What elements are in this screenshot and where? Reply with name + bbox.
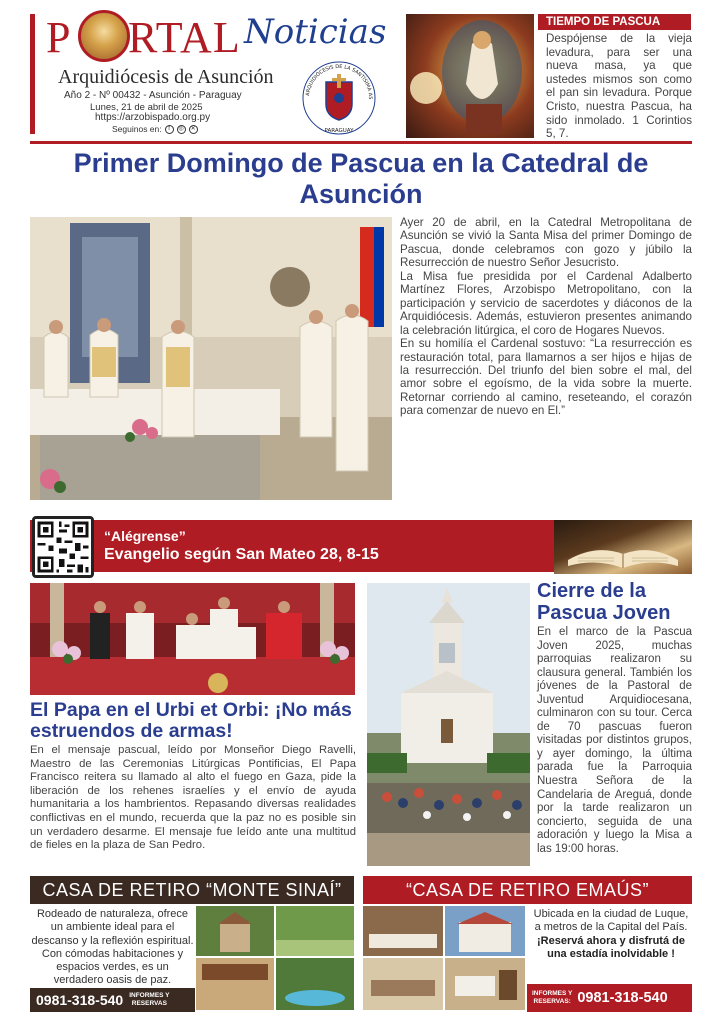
pascua-box-title: TIEMPO DE PASCUA — [538, 14, 691, 30]
monte-sinai-phone[interactable]: 0981-318-540 — [36, 992, 124, 1008]
emaus-phone-bar[interactable] — [527, 984, 692, 1012]
logo-noticias-script: Noticias — [244, 12, 387, 52]
logo-letter-p: P — [46, 13, 72, 62]
info-line-2: RESERVAS: — [533, 998, 571, 1005]
cathedral-mass-photo — [30, 217, 392, 500]
social-follow — [112, 124, 198, 134]
pope-article-body: En el mensaje pascual, leído por Monseñor Diego Ravelli, Maestro de las Ceremonias Litúrgicas Pontificias, El Papa Francisco reitera su llamado al alto el fuego en Gaza, pide la liberación de los rehenes israelíes y el envío de ayuda humanitaria a los hambrientos. Repasando diversas realidades conflictivas en el mundo, recuerda que la paz no es posible sin un verdadero desarme. El mensaje fue leído ante una multitud de fieles en la plaza de San Pedro. — [30, 744, 356, 852]
issue-date: Lunes, 21 de abril de 2025 — [90, 102, 203, 113]
main-article-paragraph-2: La Misa fue presidida por el Cardenal Adalberto Martínez Flores, Arzobispo Metropolitano, con la participación y servicio de sacerdotes y diáconos de la Arquidiócesis. Además, estuvieron presentes animando la celebración litúrgica, el coro de Hogares Nuevos. — [400, 269, 692, 337]
risen-christ-image — [406, 14, 534, 138]
issue-line: Año 2 - Nº 00432 - Asunción - Paraguay — [64, 90, 242, 101]
seal-bottom-text: PARAGUAY — [324, 128, 354, 134]
info-line-2: RESERVAS — [131, 1000, 167, 1007]
aregua-church-photo — [367, 583, 530, 866]
emaus-ad-text — [530, 908, 692, 961]
archdiocese-name: Arquidiócesis de Asunción — [58, 66, 274, 88]
main-article-paragraph-3: En su homilía el Cardenal sostuvo: “La resurrección es restauración total, para llamarnos a ser hijos e hijas de la resurrección. Del triunfo del bien sobre el mal, del amor sobre el egoísmo, de la vida sobre la muerte. Retornar corriendo al camino, reseteando, el corazón para comenzar de nuevo en El.” — [400, 337, 692, 418]
pope-article-title: El Papa en el Urbi et Orbi: ¡No más estruendos de armas! — [30, 699, 352, 742]
main-article-title: Primer Domingo de Pascua en la Catedral de Asunción — [73, 148, 649, 209]
archdiocese-seal — [296, 60, 382, 136]
open-bible-image — [554, 520, 692, 574]
main-article-paragraph-1: Ayer 20 de abril, en la Catedral Metropolitana de Asunción se vivió la Santa Misa del primer Domingo de Pascua, donde celebramos con gozo y júbilo la Resurrección de nuestro Señor Jesucristo. — [400, 216, 692, 270]
main-article-body — [400, 216, 692, 418]
monte-sinai-ad-text: Rodeado de naturaleza, ofrece un ambiente ideal para el descanso y la reflexión espiritual. Con cómodas habitaciones y espacios verdes, es un verdadero oasis de paz. — [31, 908, 194, 987]
emaus-info-label — [532, 990, 572, 1006]
monte-sinai-phone-bar[interactable] — [30, 988, 195, 1012]
website-url[interactable]: https://arzobispado.org.py — [95, 112, 211, 123]
gospel-reference: Evangelio según San Mateo 28, 8-15 — [104, 546, 379, 563]
header-accent-bar — [30, 14, 35, 134]
emaus-photos — [363, 906, 525, 1010]
gospel-title: “Alégrense” — [104, 528, 186, 544]
x-icon[interactable]: ✕ — [190, 125, 196, 132]
follow-label: Seguinos en: — [112, 124, 162, 134]
info-line-1: INFORMES Y — [532, 990, 573, 997]
instagram-icon[interactable]: ◎ — [178, 125, 184, 132]
info-line-1: INFORMES Y — [129, 992, 170, 999]
emaus-phone[interactable]: 0981-318-540 — [577, 990, 668, 1006]
pascua-joven-title: Cierre de la Pascua Joven — [537, 580, 671, 624]
monte-sinai-ad-title: CASA DE RETIRO “MONTE SINAÍ” — [30, 876, 354, 904]
monte-sinai-photos — [196, 906, 354, 1010]
monte-sinai-info-label — [129, 992, 169, 1008]
emaus-ad-call-to-action: ¡Reservá ahora y disfrutá de una estadía inolvidable ! — [537, 934, 685, 960]
pascua-box-quote: Despójense de la vieja levadura, para ser una nueva masa, ya que ustedes mismos son como el pan sin levadura. Porque Cristo, nuestra Pascua, ha sido inmolado. 1 Corintios 5, 7. — [546, 32, 692, 141]
emaus-ad-title: “CASA DE RETIRO EMAÚS” — [363, 876, 692, 904]
pascua-joven-body: En el marco de la Pascua Joven 2025, muchas parroquias realizaron su clausura general. También los jóvenes de la Pastoral de Juventud Arquidiocesana, culminaron con su tour. Cerca de 70 pascuas fueron visitadas por distintos grupos, y ayer domingo, la última parada fue la Parroquia Nuestra Señora de la Candelaria de Areguá, donde por la tarde realizaron un concierto, seguida de una adoración y luego la Misa a las 19:00 horas. — [537, 626, 692, 855]
emaus-ad-location: Ubicada en la ciudad de Luque, a metros de la Capital del País. — [533, 908, 689, 934]
logo-virgin-medallion — [78, 10, 130, 62]
seal-top-text: ARQUIDIÓCESIS DE LA SANTÍSIMA AS — [305, 63, 374, 100]
facebook-icon[interactable]: f — [165, 125, 174, 134]
logo-letters-rtal: RTAL — [128, 13, 241, 62]
urbi-et-orbi-photo — [30, 583, 355, 695]
header-divider — [30, 141, 692, 144]
gospel-qr-code[interactable] — [32, 516, 94, 578]
